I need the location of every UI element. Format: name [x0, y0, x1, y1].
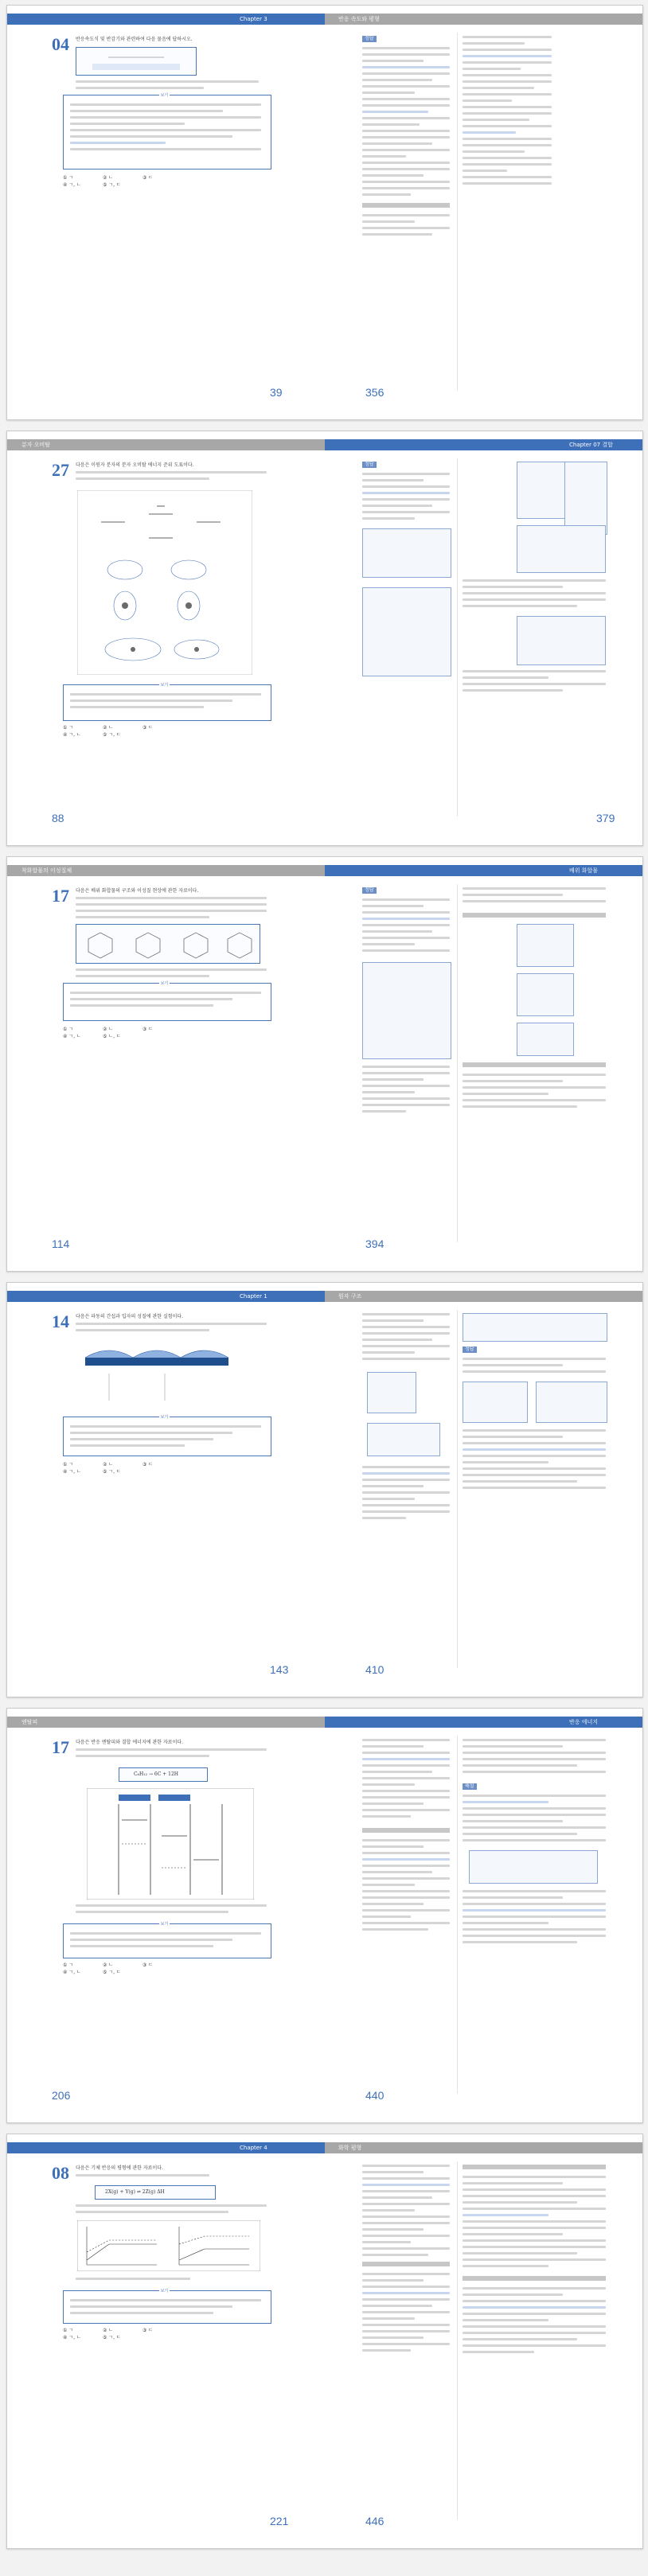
- reaction-equation: C₆H₁₂ → 6C + 12H: [134, 1771, 178, 1777]
- energy-level-chart: [87, 1788, 254, 1903]
- choice-4[interactable]: ④ ㄱ, ㄴ: [63, 182, 81, 188]
- page-spread-3: 착화합물의 이성질체 배위 화합물 17 다음은 배위 화합물의 구조와 이성질 현상에 관한 자료이다. 보기 ① ㄱ ② ㄴ ③ ㄷ ④ ㄱ, ㄴ ⑤ ㄴ, ㄷ 114 394 정답: [6, 856, 643, 1272]
- choice-5[interactable]: ⑤ ㄱ, ㄷ: [103, 2335, 121, 2340]
- box-header: 보기: [160, 93, 169, 98]
- header-banner: [7, 2142, 642, 2153]
- question-text: 다음은 이원자 분자의 분자 오비탈 에너지 준위 도표이다.: [76, 462, 194, 468]
- chapter-title: 원자 구조: [338, 1293, 362, 1300]
- left-page-number: 39: [270, 386, 283, 399]
- answer-choices[interactable]: [63, 1962, 222, 1976]
- chapter-title: 반응 속도와 평형: [338, 16, 380, 22]
- chapter-title: 착화합물의 이성질체: [21, 867, 72, 874]
- equation-box: [119, 1767, 208, 1782]
- choice-3[interactable]: ③ ㄷ: [142, 725, 154, 731]
- chapter-label: Chapter 1: [240, 1293, 267, 1300]
- right-page-number: 379: [596, 812, 615, 824]
- choice-1[interactable]: ① ㄱ: [63, 1962, 74, 1968]
- choice-2[interactable]: ② ㄴ: [103, 725, 114, 731]
- question-number: 08: [52, 2163, 69, 2183]
- page-spread-4: Chapter 1 원자 구조 14 다음은 파동의 간섭과 입자의 성질에 관한 실험이다. 보기 ① ㄱ ② ㄴ ③ ㄷ ④ ㄱ, ㄴ ⑤ ㄱ, ㄷ 143 410 정답: [6, 1282, 643, 1697]
- statements-box: 보기: [63, 983, 271, 1021]
- explanation-lines-2: [463, 36, 552, 189]
- mo-diagram: [77, 490, 252, 678]
- question-lines: [76, 80, 259, 93]
- header-banner: [7, 1717, 642, 1728]
- left-page-number: 206: [52, 2089, 71, 2102]
- statements-box: 보기: [63, 684, 271, 721]
- choice-1[interactable]: ① ㄱ: [63, 725, 74, 731]
- question-text: 다음은 파동의 간섭과 입자의 성질에 관한 실험이다.: [76, 1314, 184, 1319]
- right-page-number: 440: [365, 2089, 385, 2102]
- left-page-number: 143: [270, 1663, 289, 1676]
- left-page-number: 221: [270, 2515, 289, 2527]
- structure-figure: [76, 924, 260, 964]
- header-banner: [7, 865, 642, 876]
- answer-choices[interactable]: [63, 1461, 222, 1475]
- answer-choices[interactable]: [63, 174, 222, 189]
- reaction-equation: 2X(g) + Y(g) ⇌ 2Z(g) ΔH: [105, 2189, 165, 2195]
- question-number: 04: [52, 34, 69, 54]
- question-number: 27: [52, 460, 69, 480]
- choice-2[interactable]: ② ㄴ: [103, 1462, 114, 1467]
- formula-box: [76, 47, 197, 76]
- choice-4[interactable]: ④ ㄱ, ㄴ: [63, 1469, 81, 1475]
- answer-choices[interactable]: [63, 1026, 222, 1040]
- right-page-number: 356: [365, 386, 385, 399]
- left-page-number: 88: [52, 812, 64, 824]
- choice-1[interactable]: ① ㄱ: [63, 1027, 74, 1032]
- choice-4[interactable]: ④ ㄱ, ㄴ: [63, 1034, 81, 1039]
- question-number: 17: [52, 886, 69, 906]
- choice-3[interactable]: ③ ㄷ: [142, 1462, 154, 1467]
- answer-header: 정답: [362, 36, 377, 42]
- right-page-number: 394: [365, 1237, 385, 1250]
- choice-5[interactable]: ⑤ ㄴ, ㄷ: [103, 1034, 121, 1039]
- choice-3[interactable]: ③ ㄷ: [142, 175, 154, 181]
- choice-5[interactable]: ⑤ ㄱ, ㄷ: [103, 1469, 121, 1475]
- orbital-figure: [77, 490, 252, 675]
- header-banner: [7, 14, 642, 25]
- choice-4[interactable]: ④ ㄱ, ㄴ: [63, 1970, 81, 1975]
- page-spread-2: 분자 오비탈 Chapter 07 결합 27 다음은 이원자 분자의 분자 오비탈 에너지 준위 도표이다. 보기 ① ㄱ ② ㄴ ③ ㄷ ④ ㄱ, ㄴ ⑤ ㄱ, ㄷ 88 379 정답: [6, 431, 643, 846]
- explanation-lines-1: [362, 47, 450, 200]
- chapter-title: 화학 평형: [338, 2145, 362, 2151]
- equation-box: [95, 2185, 216, 2200]
- header-banner: [7, 439, 642, 450]
- question-number: 14: [52, 1311, 69, 1331]
- choice-3[interactable]: ③ ㄷ: [142, 1027, 154, 1032]
- chapter-title: 분자 오비탈: [21, 442, 51, 448]
- choice-1[interactable]: ① ㄱ: [63, 175, 74, 181]
- left-page-number: 114: [52, 1237, 70, 1250]
- statements-box: [63, 95, 271, 170]
- statements-box: 보기: [63, 1417, 271, 1456]
- choice-2[interactable]: ② ㄴ: [103, 175, 114, 181]
- page-spread-1: [6, 5, 643, 420]
- choice-5[interactable]: ⑤ ㄱ, ㄷ: [103, 732, 121, 738]
- chapter-label: Chapter 3: [240, 16, 267, 22]
- choice-5[interactable]: ⑤ ㄱ, ㄷ: [103, 1970, 121, 1975]
- choice-2[interactable]: ② ㄴ: [103, 1962, 114, 1968]
- chapter-label: 배위 화합물: [569, 867, 599, 874]
- chapter-label: Chapter 07 결합: [569, 442, 613, 448]
- equilibrium-graphs: [77, 2220, 260, 2274]
- choice-1[interactable]: ① ㄱ: [63, 2328, 74, 2333]
- choice-5[interactable]: ⑤ ㄱ, ㄷ: [103, 182, 121, 188]
- chapter-label: Chapter 4: [240, 2145, 267, 2151]
- question-text: 다음은 기체 반응의 평형에 관한 자료이다.: [76, 2165, 163, 2171]
- choice-4[interactable]: ④ ㄱ, ㄴ: [63, 732, 81, 738]
- chapter-title: 엔탈피: [21, 1719, 38, 1725]
- wave-figure: [77, 1342, 236, 1407]
- choice-3[interactable]: ③ ㄷ: [142, 1962, 154, 1968]
- choice-2[interactable]: ② ㄴ: [103, 1027, 114, 1032]
- choice-4[interactable]: ④ ㄱ, ㄴ: [63, 2335, 81, 2340]
- chapter-label: 반응 에너지: [569, 1719, 599, 1725]
- right-page-number: 446: [365, 2515, 385, 2527]
- choice-3[interactable]: ③ ㄷ: [142, 2328, 154, 2333]
- answer-choices[interactable]: [63, 2327, 222, 2341]
- question-text: 반응속도식 및 반감기와 관련하여 다음 물음에 답하시오.: [76, 37, 193, 42]
- question-text: 다음은 배위 화합물의 구조와 이성질 현상에 관한 자료이다.: [76, 888, 199, 894]
- choice-2[interactable]: ② ㄴ: [103, 2328, 114, 2333]
- answer-choices[interactable]: [63, 724, 222, 739]
- statements-box: 보기: [63, 1923, 271, 1958]
- formula-figure: [76, 48, 196, 75]
- header-banner: [7, 1291, 642, 1302]
- question-text: 다음은 반응 엔탈피와 결합 에너지에 관한 자료이다.: [76, 1740, 184, 1745]
- page-spread-6: [6, 2134, 643, 2549]
- page-spread-5: 엔탈피 반응 에너지 17 다음은 반응 엔탈피와 결합 에너지에 관한 자료이다. C₆H₁₂ → 6C + 12H 보기 ① ㄱ ② ㄴ ③ ㄷ ④ ㄱ, ㄴ ⑤ ㄱ, ㄷ 206 440 해설: [6, 1708, 643, 2123]
- right-page-number: 410: [365, 1663, 385, 1676]
- question-number: 17: [52, 1737, 69, 1757]
- choice-1[interactable]: ① ㄱ: [63, 1462, 74, 1467]
- statements-box: 보기: [63, 2290, 271, 2324]
